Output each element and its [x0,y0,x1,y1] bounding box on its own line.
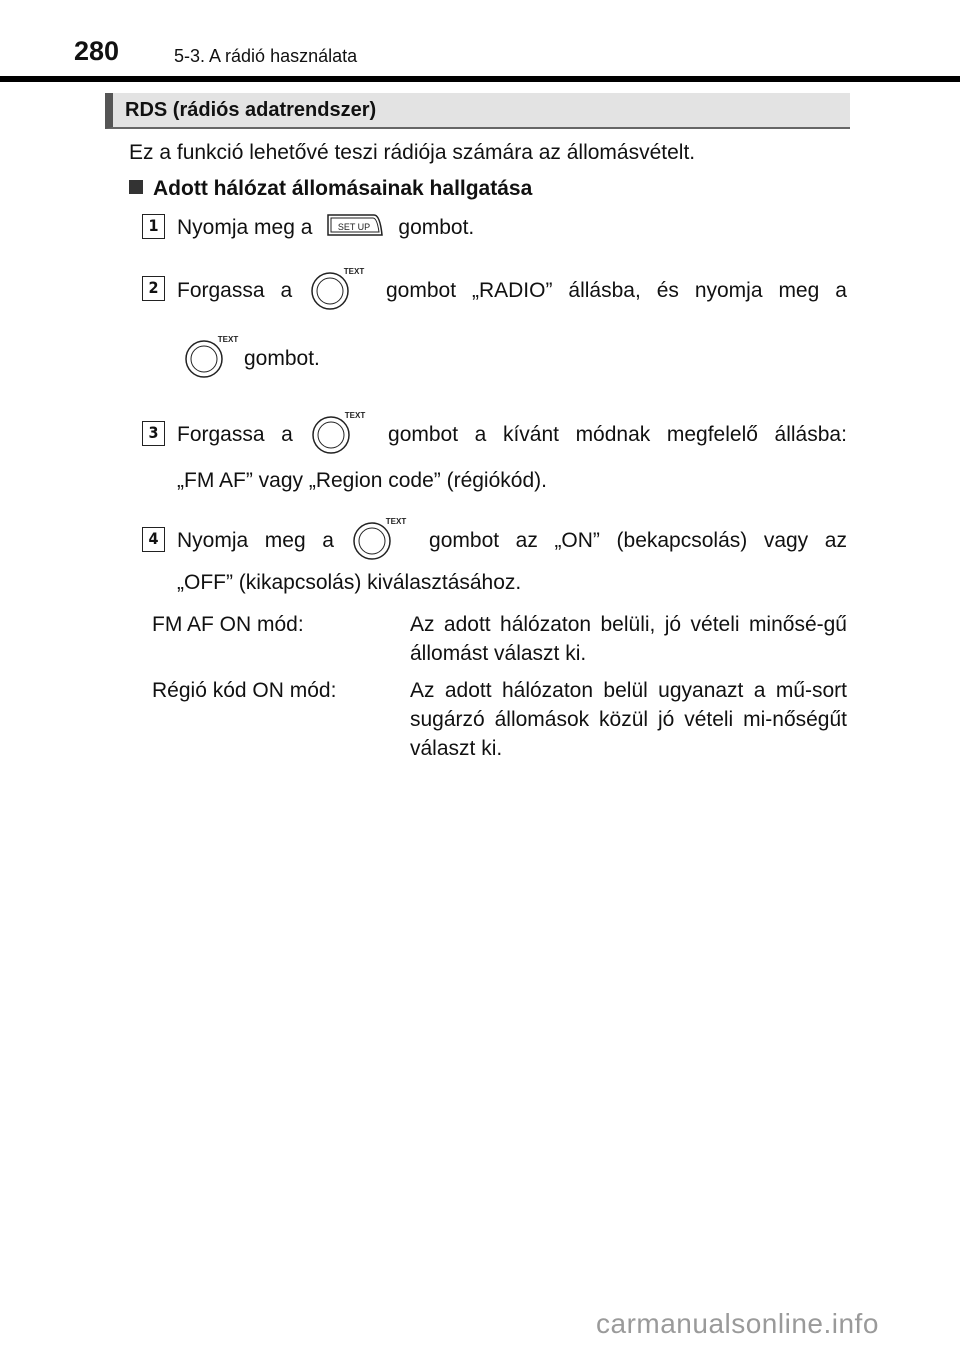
sub-heading [129,177,532,201]
step-4-line-1 [177,516,847,566]
square-bullet-icon [129,180,143,194]
step-2-text-after-knob: gombot. [244,347,320,370]
step-4-word: az [824,529,847,552]
mode-label: Régió kód ON mód: [152,679,337,702]
step-3-line-1 [177,410,847,460]
step-2-word: „RADIO” [471,279,553,302]
step-2-line-1 [177,266,847,316]
mode-label: FM AF ON mód: [152,613,304,636]
step-2-word: nyomja [694,279,763,302]
mode-row [152,676,847,763]
step-2-line-2 [182,334,320,384]
step-2-word: állásba, [568,279,641,302]
step-3-line-2: „FM AF” vagy „Region code” (régiókód). [177,469,547,492]
step-4-word: gombot [429,529,500,552]
step-4-word: a [322,529,334,552]
running-head: 5-3. A rádió használata [174,46,358,66]
step-3-word: kívánt [502,423,559,446]
step-3-word: a [281,423,293,446]
step-2-word: a [835,279,847,302]
knob-icon-label: TEXT [217,335,239,344]
step-4-word: vagy [763,529,809,552]
step-4-word: az [515,529,538,552]
mode-table [152,610,847,771]
knob-icon-label: TEXT [343,267,365,276]
step-number-4: 4 [142,527,165,552]
text-knob-icon [182,333,244,385]
step-number-3: 3 [142,421,165,446]
step-2-word: a [280,279,293,302]
page-number: 280 [74,36,120,66]
step-3-word: megfelelő [666,423,758,446]
step-3-word: módnak [575,423,651,446]
mode-description: Az adott hálózaton belüli, jó vételi minősé-gű állomást választ ki. [410,613,847,665]
step-4-line-2: „OFF” (kikapcsolás) kiválasztásához. [177,571,522,594]
setup-icon-label: SET UP [338,222,371,232]
step-3-word: a [474,423,487,446]
intro-text: Ez a funkció lehetővé teszi rádiója számára az állomásvételt. [129,141,696,164]
sub-heading-text: Adott hálózat állomásainak hallgatása [153,177,533,200]
step-3-word: gombot [388,423,459,446]
step-number-2: 2 [142,276,165,301]
watermark: carmanualsonline.info [596,1308,879,1339]
mode-row [152,610,847,668]
step-number-1: 1 [142,214,165,239]
step-1-text-before: Nyomja meg a [177,216,313,239]
text-knob-icon [308,265,370,317]
step-4-word: Nyomja [177,529,249,552]
step-2-word: gombot [386,279,457,302]
step-3-word: állásba: [774,423,847,446]
section-heading-bar [105,93,850,129]
knob-icon-label: TEXT [386,517,407,526]
step-4-word: „ON” [554,529,600,552]
knob-icon-label: TEXT [345,411,366,420]
step-3-word: Forgassa [177,423,265,446]
section-title: RDS (rádiós adatrendszer) [125,99,377,121]
header-rule [0,76,960,82]
step-1-line [177,210,474,246]
step-2-word: meg [778,279,820,302]
step-1-text-after: gombot. [398,216,475,239]
step-2-word: Forgassa [177,279,265,302]
step-2-word: és [656,279,679,302]
setup-button-icon [324,212,386,244]
mode-description: Az adott hálózaton belül ugyanazt a mű-sort sugárzó állomások közül jó vételi mi-nőségűt választ ki. [410,679,847,760]
text-knob-icon [350,515,412,567]
step-4-word: meg [264,529,306,552]
step-4-word: (bekapcsolás) [616,529,748,552]
text-knob-icon [309,409,371,461]
